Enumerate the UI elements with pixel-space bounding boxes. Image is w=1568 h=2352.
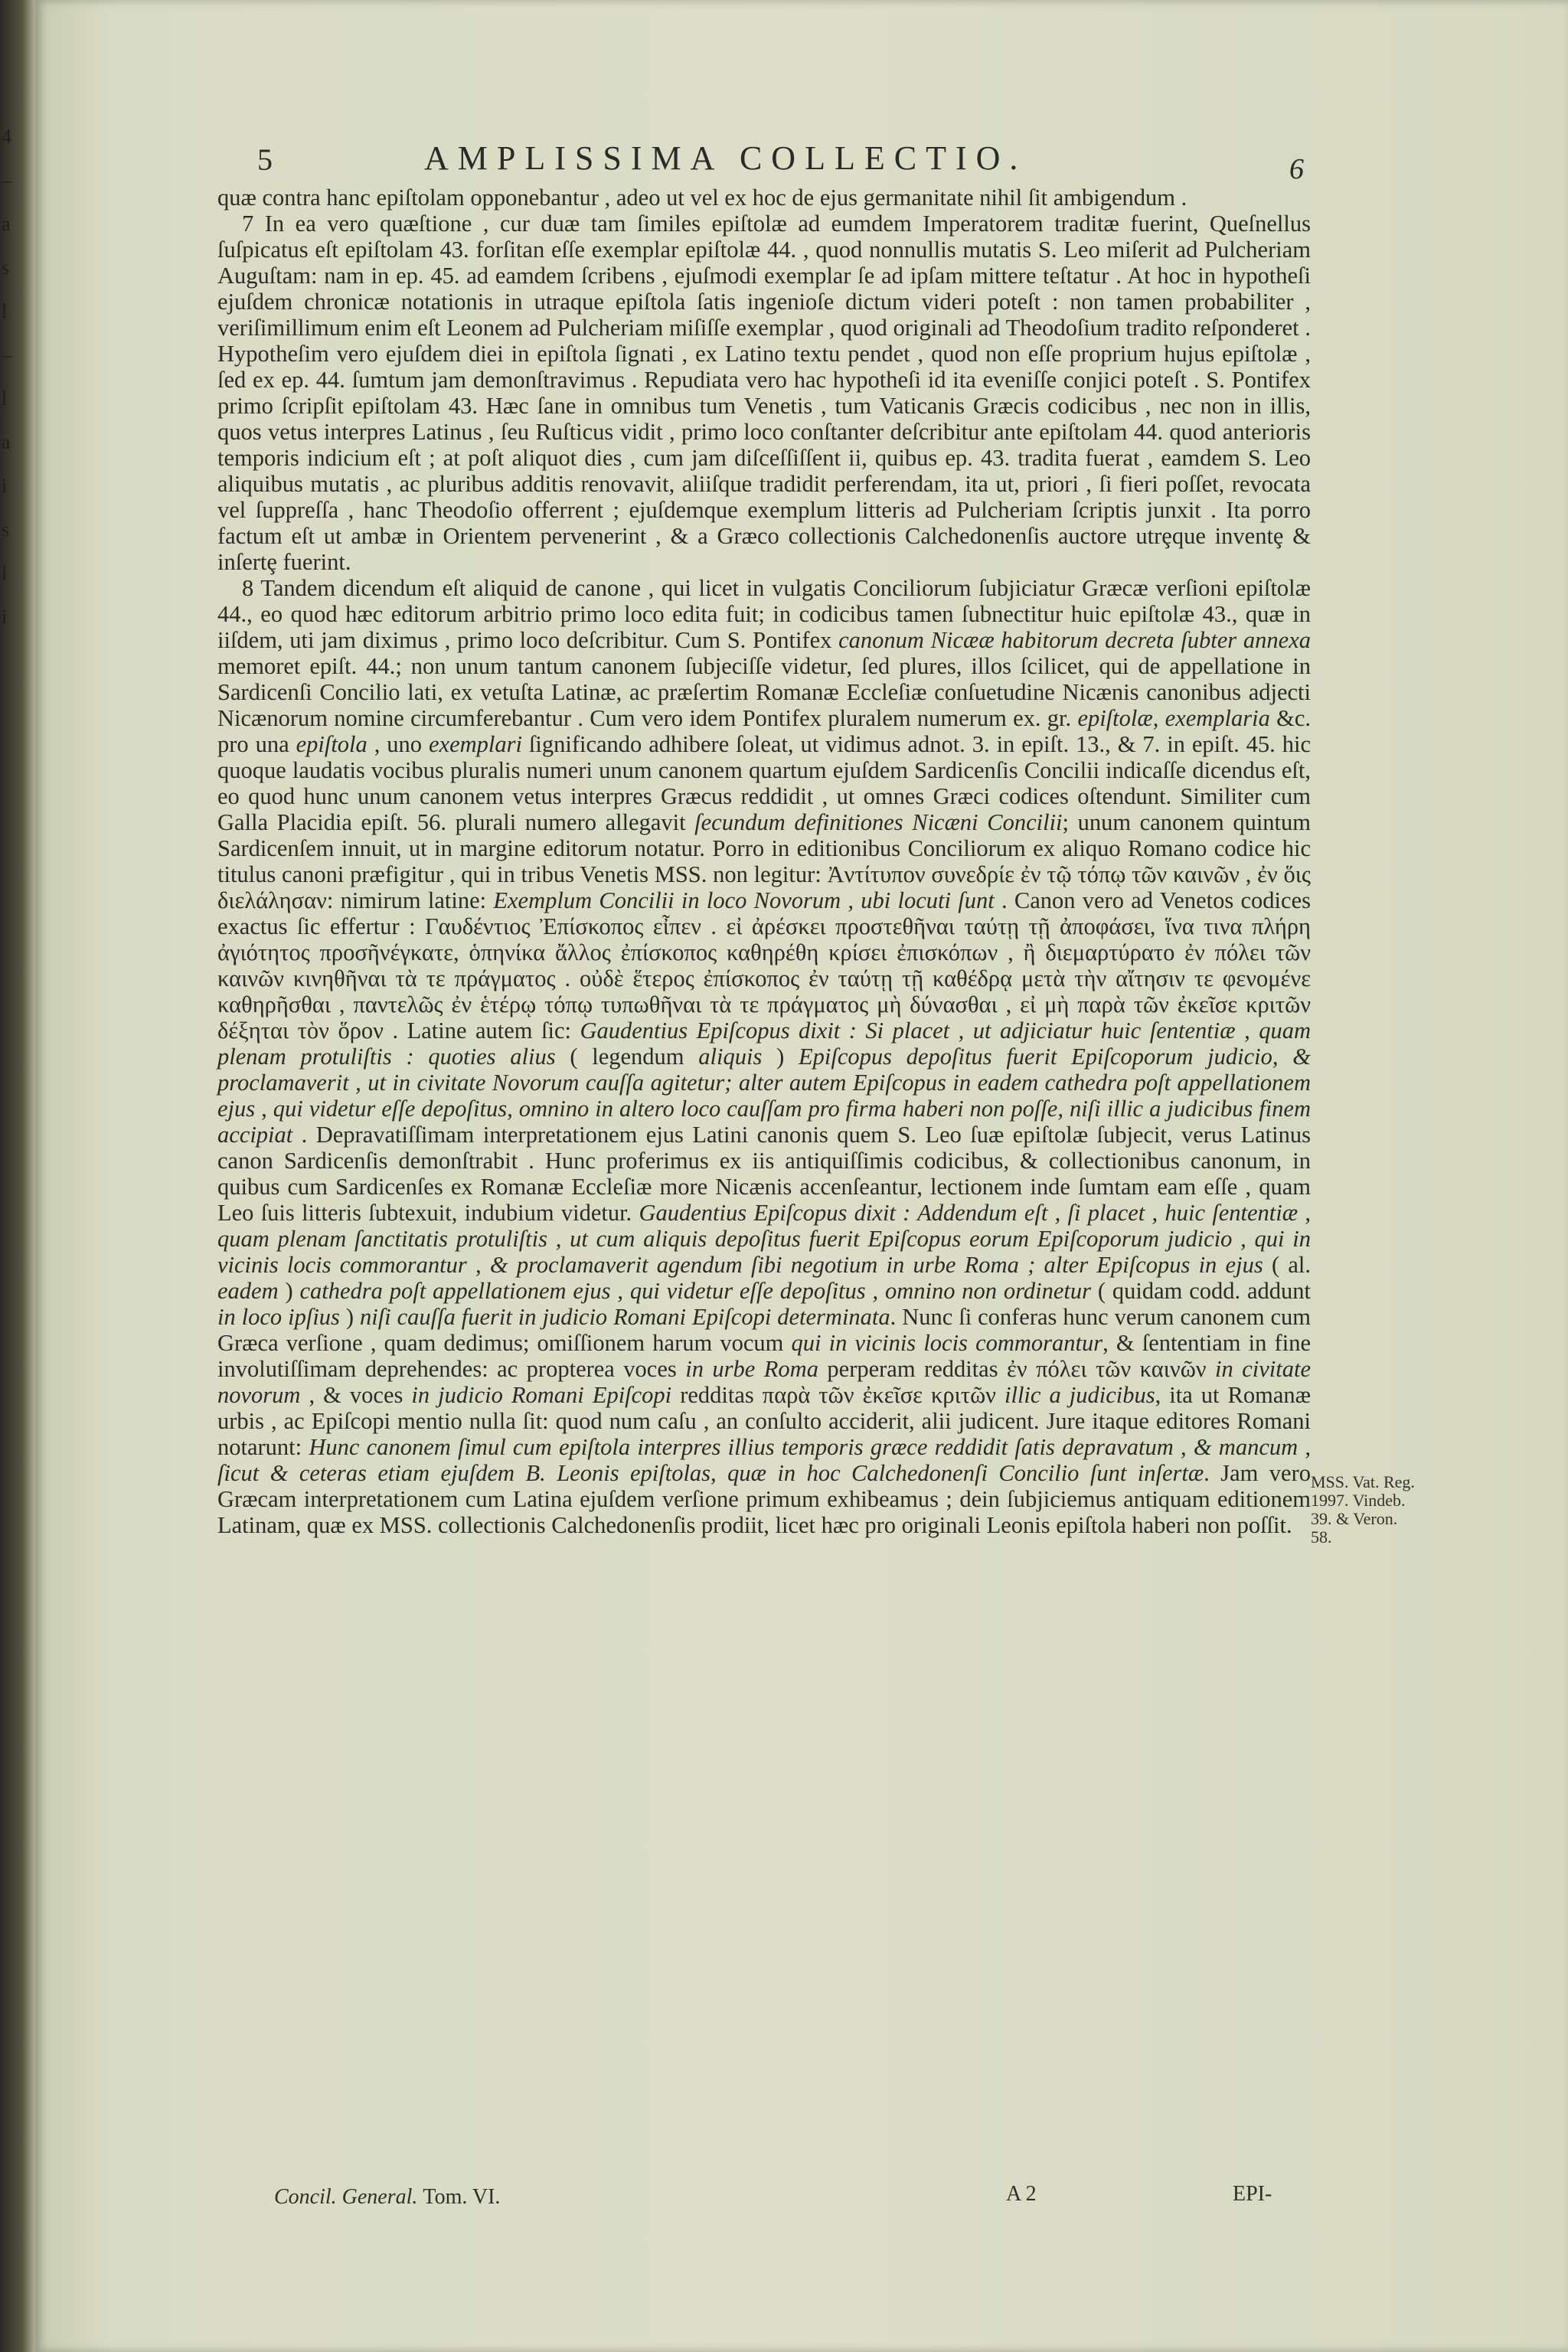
margin-note: MSS. Vat. Reg. 1997. Vindeb. 39. & Veron. 58. (1311, 1472, 1415, 1547)
page-footer (274, 2182, 1346, 2216)
edge-letter: l (2, 300, 8, 322)
running-head (217, 134, 1311, 195)
edge-letter: s (2, 256, 10, 279)
page-number-left: 5 (257, 142, 273, 177)
edge-letter: l (2, 562, 8, 584)
edge-letter: l (2, 387, 8, 410)
book-page (35, 0, 1568, 2352)
signature-mark: A 2 (1006, 2182, 1037, 2206)
page-number-right: 6 (1289, 153, 1304, 185)
edge-letter: 4 (2, 126, 11, 148)
paragraph-7: 7 In ea vero quæſtione , cur duæ tam ſimiles epiſtolæ ad eumdem Imperatorem traditæ fuerint, Queſnellus ſuſpicatus eſt epiſtolam 43. forſitan eſſe exemplar epiſtolæ 44. , quod nonnullis mutatis S. Leo miſerit ad Pulcheriam Auguſtam: nam in ep. 45. ad eamdem ſcribens , ejuſmodi exemplar ſe ad ipſam mittere teſtatur . At hoc in hypotheſi ejuſdem chronicæ notationis in utraque epiſtola ſatis ingenioſe dictum videri poteſt : non tamen probabiliter , veriſimillimum enim eſt Leonem ad Pulcheriam miſiſſe exemplar , quod originali ad Theodoſium tradito reſponderet . Hypotheſim vero ejuſdem diei in epiſtola ſignati , ex Latino textu pendet , quod non eſſe proprium hujus epiſtolæ , ſed ex ep. 44. ſumtum jam demonſtravimus . Repudiata vero hac hypotheſi id ita eveniſſe conjici poteſt . S. Pontifex primo ſcripſit epiſtolam 43. Hæc ſane in omnibus tum Venetis , tum Vaticanis Græcis codicibus , nec non in illis, quos vetus interpres Latinus , ſeu Ruſticus vidit , primo loco conſtanter deſcribitur ante epiſtolam 44. quod anterioris temporis indicium eſt ; at poſt aliquot dies , cum jam diſceſſiſſent ii, quibus ep. 43. tradita fuerat , eamdem S. Leo aliquibus mutatis , ac pluribus additis renovavit, aliiſque tradidit perferendam, ita ut, priori , ſi fieri poſſet, revocata vel ſuppreſſa , hanc Theodoſio offerrent ; ejuſdemque exemplum litteris ad Pulcheriam ſcriptis junxit . Ita porro factum eſt ut ambæ in Orientem pervenerint , & a Græco collectionis Calchedonenſis auctore utrȩque inventȩ & inſertȩ fuerint. (217, 211, 1311, 575)
running-title: AMPLISSIMA COLLECTIO. (424, 139, 1027, 177)
body-text (217, 185, 1311, 1538)
paragraph-continuation: quæ contra hanc epiſtolam opponebantur , adeo ut vel ex hoc de ejus germanitate nihil ſit ambigendum . (217, 185, 1187, 211)
edge-letter: s (2, 518, 10, 541)
text-block (217, 134, 1311, 1538)
previous-page-edge-letters (2, 115, 24, 639)
footer-volume: Concil. General. Tom. VI. (274, 2185, 501, 2209)
edge-letter: i (2, 606, 8, 628)
edge-letter: a (2, 431, 11, 453)
paragraph-8: 8 Tandem dicendum eſt aliquid de canone , qui licet in vulgatis Conciliorum ſubjiciatur Græcæ verſioni epiſtolæ 44., eo quod hæc editorum arbitrio primo loco edita fuit; in codicibus tamen ſubnectitur huic epiſtolæ 43., quæ in iiſdem, uti jam diximus , primo loco deſcribitur. Cum S. Pontifex canonum Nicææ habitorum decreta ſubter annexa memoret epiſt. 44.; non unum tantum canonem ſubjeciſſe videtur, ſed plures, illos ſcilicet, qui de appellatione in Sardicenſi Concilio lati, ex vetuſta Latinæ, ac præſertim Romanæ Eccleſiæ conſuetudine Nicænis canonibus adjecti Nicænorum nomine circumferebantur . Cum vero idem Pontifex pluralem numerum ex. gr. epiſtolæ, exemplaria &c. pro una epiſtola , uno exemplari ſignificando adhibere ſoleat, ut vidimus adnot. 3. in epiſt. 13., & 7. in epiſt. 45. hic quoque laudatis vocibus pluralis numeri unum canonem quartum ejuſdem Sardicenſis Concilii indicaſſe dicendus eſt, eo quod hunc unum canonem vetus interpres Græcus reddidit , ut omnes Græci codices oſtendunt. Similiter cum Galla Placidia epiſt. 56. plurali numero allegavit ſecundum definitiones Nicæni Concilii; unum canonem quintum Sardicenſem innuit, ut in margine editorum notatur. Porro in editionibus Conciliorum ex aliquo Romano codice hic titulus canoni præfigitur , qui in tribus Venetis MSS. non legitur: Ἀντίτυπον συνεδρίε ἐν τῷ τόπῳ τῶν καινῶν , ἐν ὅις διελάλησαν: nimirum latine: Exemplum Concilii in loco Novorum , ubi locuti ſunt . Canon vero ad Venetos codices exactus ſic effertur : Γαυδέντιος Ἐπίσκοπος εἶπεν . εἰ ἀρέσκει προστεθῆναι ταύτῃ τῇ ἀποφάσει, ἵνα τινα πλήρη ἀγιότητος προσῆνέγκατε, ὁπηνίκα ἄλλος ἐπίσκοπος καθηρέθη κρίσει ἐπισκόπων , ἢ διεμαρτύρατο ἐν πόλει τῶν καινῶν κινηθῆναι τὰ τε πράγματος . οὐδὲ ἕτερος ἐπίσκοπος ἐν ταύτῃ τῇ καθέδρᾳ μετὰ τὴν αἴτησιν τε φενομένε καθηρῆσθαι , παντελῶς ἐν ἑτέρῳ τόπῳ τυπωθῆναι τὰ τε πράγματος μὴ δύνασθαι , εἰ μὴ παρὰ τῶν ἐκεῖσε κριτῶν δέξηται τὸν ὅρον . Latine autem ſic: Gaudentius Epiſcopus dixit : Si placet , ut adjiciatur huic ſententiæ , quam plenam protuliſtis : quoties alius ( legendum aliquis ) Epiſcopus depoſitus fuerit Epiſcoporum judicio, & proclamaverit , ut in civitate Novorum cauſſa agitetur; alter autem Epiſcopus in eadem cathedra poſt appellationem ejus , qui videtur eſſe depoſitus, omnino in altero loco cauſſam pro firma haberi non poſſe, niſi illic a judicibus finem accipiat . Depravatiſſimam interpretationem ejus Latini canonis quem S. Leo ſuæ epiſtolæ ſubjecit, verus Latinus canon Sardicenſis demonſtrabit . Hunc proferimus ex iis antiquiſſimis codicibus, & collectionibus canonum, in quibus cum Sardicenſes ex Romanæ Eccleſiæ more Nicænis accenſeantur, lectionem inde ſumtam eam eſſe , quam Leo ſuis litteris ſubtexuit, indubium videtur. Gaudentius Epiſcopus dixit : Addendum eſt , ſi placet , huic ſententiæ , quam plenam ſanctitatis protuliſtis , ut cum aliquis depoſitus fuerit Epiſcopus eorum Epiſcoporum judicio , qui in vicinis locis commorantur , & proclamaverit agendum ſibi negotium in urbe Roma ; alter Epiſcopus in ejus ( al. eadem ) cathedra poſt appellationem ejus , qui videtur eſſe depoſitus , omnino non ordinetur ( quidam codd. addunt in loco ipſius ) niſi cauſſa fuerit in judicio Romani Epiſcopi determinata. Nunc ſi conferas hunc verum canonem cum Græca verſione , quam dedimus; omiſſionem harum vocum qui in vicinis locis commorantur, & ſententiam in fine involutiſſimam deprehendes: ac propterea voces in urbe Roma perperam redditas ἐν πόλει τῶν καινῶν in civitate novorum , & voces in judicio Romani Epiſcopi redditas παρὰ τῶν ἐκεῖσε κριτῶν illic a judicibus, ita ut Romanæ urbis , ac Epiſcopi mentio nulla ſit: quod num caſu , an conſulto acciderit, alii judicent. Jure itaque editores Romani notarunt: Hunc canonem ſimul cum epiſtola interpres illius temporis græce reddidit ſatis depravatum , & mancum , ſicut & ceteras etiam ejuſdem B. Leonis epiſtolas, quæ in hoc Calchedonenſi Concilio ſunt inſertæ. Jam vero Græcam interpretationem cum Latina ejuſdem verſione primum exhibeamus ; dein ſubjiciemus antiquam editionem Latinam, quæ ex MSS. collectionis Calchedonenſis prodiit, licet hæc pro originali Leonis epiſtola haberi non poſſit. (217, 575, 1312, 1538)
edge-letter: a (2, 213, 11, 235)
catchword: EPI- (1233, 2182, 1272, 2206)
edge-letter: – (2, 344, 11, 366)
edge-letter: – (2, 169, 11, 191)
edge-letter: i (2, 475, 8, 497)
